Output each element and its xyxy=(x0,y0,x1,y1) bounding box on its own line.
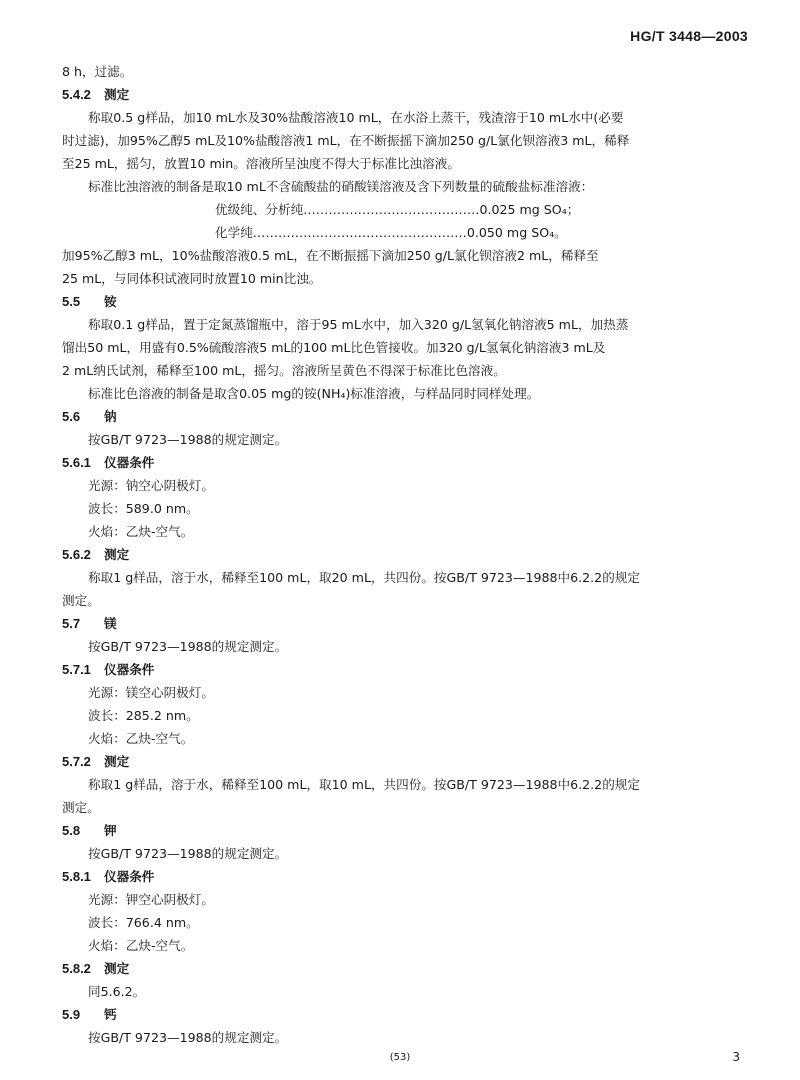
section-title: 钙 xyxy=(104,1007,117,1022)
section-title: 钠 xyxy=(104,409,117,424)
text-line: 光源：钾空心阴极灯。 xyxy=(88,892,214,907)
text-line: 称取0.5 g样品，加10 mL水及30%盐酸溶液10 mL，在水浴上蒸干，残渣溶于10 mL水中(必要 xyxy=(88,110,624,125)
text-line: 标准比色溶液的制备是取含0.05 mg的铵(NH₄)标准溶液，与样品同时同样处理。 xyxy=(88,386,540,401)
section-number: 5.7.2 xyxy=(62,754,91,769)
grade-limit-line: 化学纯……………………………………………0.050 mg SO₄。 xyxy=(215,225,567,240)
section-heading xyxy=(62,957,752,980)
section-heading xyxy=(62,819,752,842)
text-line: 火焰：乙炔-空气。 xyxy=(88,938,194,953)
section-number: 5.4.2 xyxy=(62,87,91,102)
section-number: 5.6.1 xyxy=(62,455,91,470)
text-line: 加95%乙醇3 mL，10%盐酸溶液0.5 mL，在不断振摇下滴加250 g/L氯化钡溶液2 mL，稀释至 xyxy=(62,248,599,263)
page-number: 3 xyxy=(732,1050,740,1064)
section-heading xyxy=(62,658,752,681)
text-line: 按GB/T 9723—1988的规定测定。 xyxy=(88,846,288,861)
section-title: 镁 xyxy=(104,616,117,631)
section-title: 仪器条件 xyxy=(104,869,155,884)
section-number: 5.8.2 xyxy=(62,961,91,976)
section-heading xyxy=(62,405,752,428)
text-line: 测定。 xyxy=(62,593,100,608)
section-number: 5.6.2 xyxy=(62,547,91,562)
section-heading xyxy=(62,750,752,773)
text-line: 按GB/T 9723—1988的规定测定。 xyxy=(88,639,288,654)
text-line: 波长：589.0 nm。 xyxy=(88,501,199,516)
text-line: 光源：镁空心阴极灯。 xyxy=(88,685,214,700)
text-line: 按GB/T 9723—1988的规定测定。 xyxy=(88,1030,288,1045)
text-line: 波长：285.2 nm。 xyxy=(88,708,199,723)
text-line: 8 h，过滤。 xyxy=(62,64,133,79)
text-line: 火焰：乙炔-空气。 xyxy=(88,524,194,539)
section-title: 测定 xyxy=(104,754,130,769)
section-title: 测定 xyxy=(104,547,130,562)
section-heading xyxy=(62,612,752,635)
section-title: 钾 xyxy=(104,823,117,838)
text-line: 称取1 g样品，溶于水，稀释至100 mL，取10 mL，共四份。按GB/T 9723—1988中6.2.2的规定 xyxy=(88,777,640,792)
section-number: 5.9 xyxy=(62,1007,81,1022)
section-heading xyxy=(62,1003,752,1026)
section-number: 5.5 xyxy=(62,294,81,309)
text-line: 同5.6.2。 xyxy=(88,984,146,999)
document-body xyxy=(62,60,752,1049)
text-line: 测定。 xyxy=(62,800,100,815)
section-title: 测定 xyxy=(104,87,130,102)
section-number: 5.7.1 xyxy=(62,662,91,677)
text-line: 火焰：乙炔-空气。 xyxy=(88,731,194,746)
section-number: 5.6 xyxy=(62,409,81,424)
text-line: 称取1 g样品，溶于水，稀释至100 mL，取20 mL，共四份。按GB/T 9723—1988中6.2.2的规定 xyxy=(88,570,640,585)
section-heading xyxy=(62,865,752,888)
section-title: 仪器条件 xyxy=(104,455,155,470)
text-line: 光源：钠空心阴极灯。 xyxy=(88,478,214,493)
text-line: 标准比浊溶液的制备是取10 mL不含硫酸盐的硝酸镁溶液及含下列数量的硫酸盐标准溶液： xyxy=(88,179,594,194)
text-line: 馏出50 mL，用盛有0.5%硫酸溶液5 mL的100 mL比色管接收。加320 g/L氢氧化钠溶液3 mL及 xyxy=(62,340,606,355)
text-line: 25 mL，与同体积试液同时放置10 min比浊。 xyxy=(62,271,322,286)
text-line: 波长：766.4 nm。 xyxy=(88,915,199,930)
sheet-number: (53) xyxy=(389,1052,411,1063)
section-title: 铵 xyxy=(104,294,117,309)
section-heading xyxy=(62,83,752,106)
grade-limit-line: 优级纯、分析纯……………………………………0.025 mg SO₄； xyxy=(215,202,580,217)
section-number: 5.8 xyxy=(62,823,81,838)
section-number: 5.7 xyxy=(62,616,81,631)
section-heading xyxy=(62,451,752,474)
section-heading xyxy=(62,543,752,566)
text-line: 称取0.1 g样品，置于定氮蒸馏瓶中，溶于95 mL水中，加入320 g/L氢氧化钠溶液5 mL，加热蒸 xyxy=(88,317,629,332)
text-line: 2 mL纳氏试剂，稀释至100 mL，摇匀。溶液所呈黄色不得深于标准比色溶液。 xyxy=(62,363,506,378)
section-heading xyxy=(62,290,752,313)
text-line: 时过滤)，加95%乙醇5 mL及10%盐酸溶液1 mL，在不断振摇下滴加250 g/L氯化钡溶液3 mL，稀释 xyxy=(62,133,630,148)
standard-code-header: HG/T 3448—2003 xyxy=(630,28,748,44)
text-line: 按GB/T 9723—1988的规定测定。 xyxy=(88,432,288,447)
text-line: 至25 mL，摇匀，放置10 min。溶液所呈浊度不得大于标准比浊溶液。 xyxy=(62,156,460,171)
section-number: 5.8.1 xyxy=(62,869,91,884)
section-title: 仪器条件 xyxy=(104,662,155,677)
section-title: 测定 xyxy=(104,961,130,976)
